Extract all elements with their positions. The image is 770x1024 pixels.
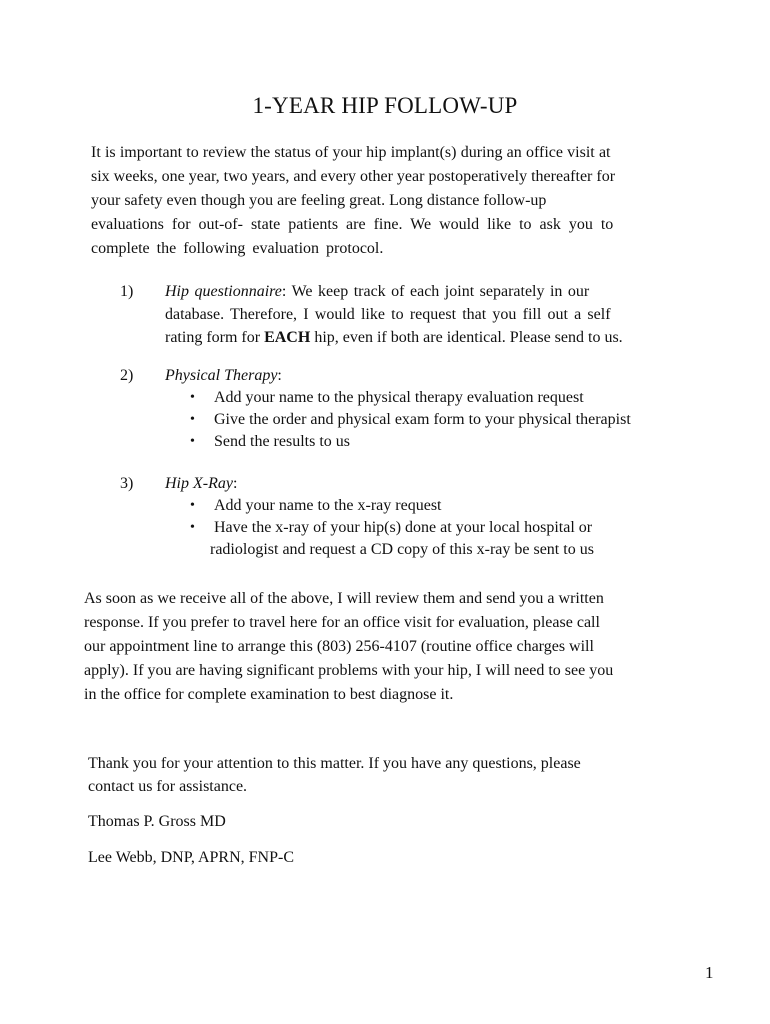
- intro-line: It is important to review the status of your hip implant(s) during an office visit at: [91, 144, 611, 161]
- item-line: [165, 472, 685, 495]
- bullet-item: [165, 517, 685, 561]
- bullet-item: [165, 431, 685, 453]
- bullet-item: [165, 387, 685, 409]
- item-body: [165, 280, 685, 349]
- item-text: : We keep track of each joint separately in our: [281, 283, 590, 300]
- bullet-text: Add your name to the physical therapy evaluation request: [214, 389, 584, 406]
- item-text: rating form for: [165, 329, 265, 346]
- item-emphasis: EACH: [264, 329, 311, 346]
- item-line: database. Therefore, I would like to request that you fill out a self: [165, 306, 611, 323]
- item-heading: Hip questionnaire: [165, 283, 282, 300]
- signature-webb: Lee Webb, DNP, APRN, FNP-C: [88, 849, 294, 866]
- item-text: :: [277, 367, 282, 384]
- thank-you-paragraph: [88, 752, 688, 798]
- intro-paragraph: [91, 141, 691, 261]
- intro-line: six weeks, one year, two years, and every other year postoperatively thereafter for: [91, 168, 616, 185]
- bullet-list: [165, 495, 685, 561]
- paragraph-line: Thank you for your attention to this matter. If you have any questions, please: [88, 755, 581, 772]
- item-line: [165, 280, 685, 303]
- paragraph-line: contact us for assistance.: [88, 778, 248, 795]
- paragraph-line: in the office for complete examination to best diagnose it.: [84, 686, 454, 703]
- bullet-text: Send the results to us: [214, 433, 350, 450]
- intro-line: evaluations for out-of- state patients are fine. We would like to ask you to: [91, 216, 614, 233]
- bullet-icon: •: [190, 412, 195, 427]
- bullet-text: Give the order and physical exam form to your physical therapist: [214, 411, 631, 428]
- bullet-icon: •: [190, 498, 195, 513]
- signature-gross: Thomas P. Gross MD: [88, 813, 226, 830]
- item-heading: Hip X-Ray: [165, 475, 233, 492]
- paragraph-line: apply). If you are having significant problems with your hip, I will need to see you: [84, 662, 614, 679]
- bullet-text: Add your name to the x-ray request: [214, 497, 442, 514]
- bullet-icon: •: [190, 434, 195, 449]
- item-number: 1): [120, 283, 134, 300]
- response-paragraph: [84, 587, 684, 707]
- item-line: [165, 364, 685, 387]
- item-number: 3): [120, 475, 134, 492]
- bullet-icon: •: [190, 390, 195, 405]
- item-number: 2): [120, 367, 134, 384]
- bullet-item: [165, 409, 685, 431]
- intro-line: complete the following evaluation protocol.: [91, 240, 384, 257]
- bullet-item: [165, 495, 685, 517]
- item-heading: Physical Therapy: [165, 367, 278, 384]
- intro-line: your safety even though you are feeling great. Long distance follow-up: [91, 192, 547, 209]
- item-body: [165, 364, 685, 453]
- paragraph-line: As soon as we receive all of the above, I will review them and send you a written: [84, 590, 604, 607]
- item-body: [165, 472, 685, 561]
- bullet-continuation: radiologist and request a CD copy of this x-ray be sent to us: [210, 541, 594, 558]
- bullet-icon: •: [190, 520, 195, 535]
- bullet-text: Have the x-ray of your hip(s) done at your local hospital or: [214, 519, 593, 536]
- page-number: 1: [705, 963, 714, 982]
- paragraph-line: response. If you prefer to travel here for an office visit for evaluation, please call: [84, 614, 600, 631]
- item-text: hip, even if both are identical. Please send to us.: [310, 329, 623, 346]
- item-line: [165, 326, 685, 349]
- page-title: 1-YEAR HIP FOLLOW-UP: [252, 93, 518, 118]
- paragraph-line: our appointment line to arrange this (803) 256-4107 (routine office charges will: [84, 638, 594, 655]
- item-text: :: [232, 475, 238, 492]
- bullet-list: [165, 387, 685, 453]
